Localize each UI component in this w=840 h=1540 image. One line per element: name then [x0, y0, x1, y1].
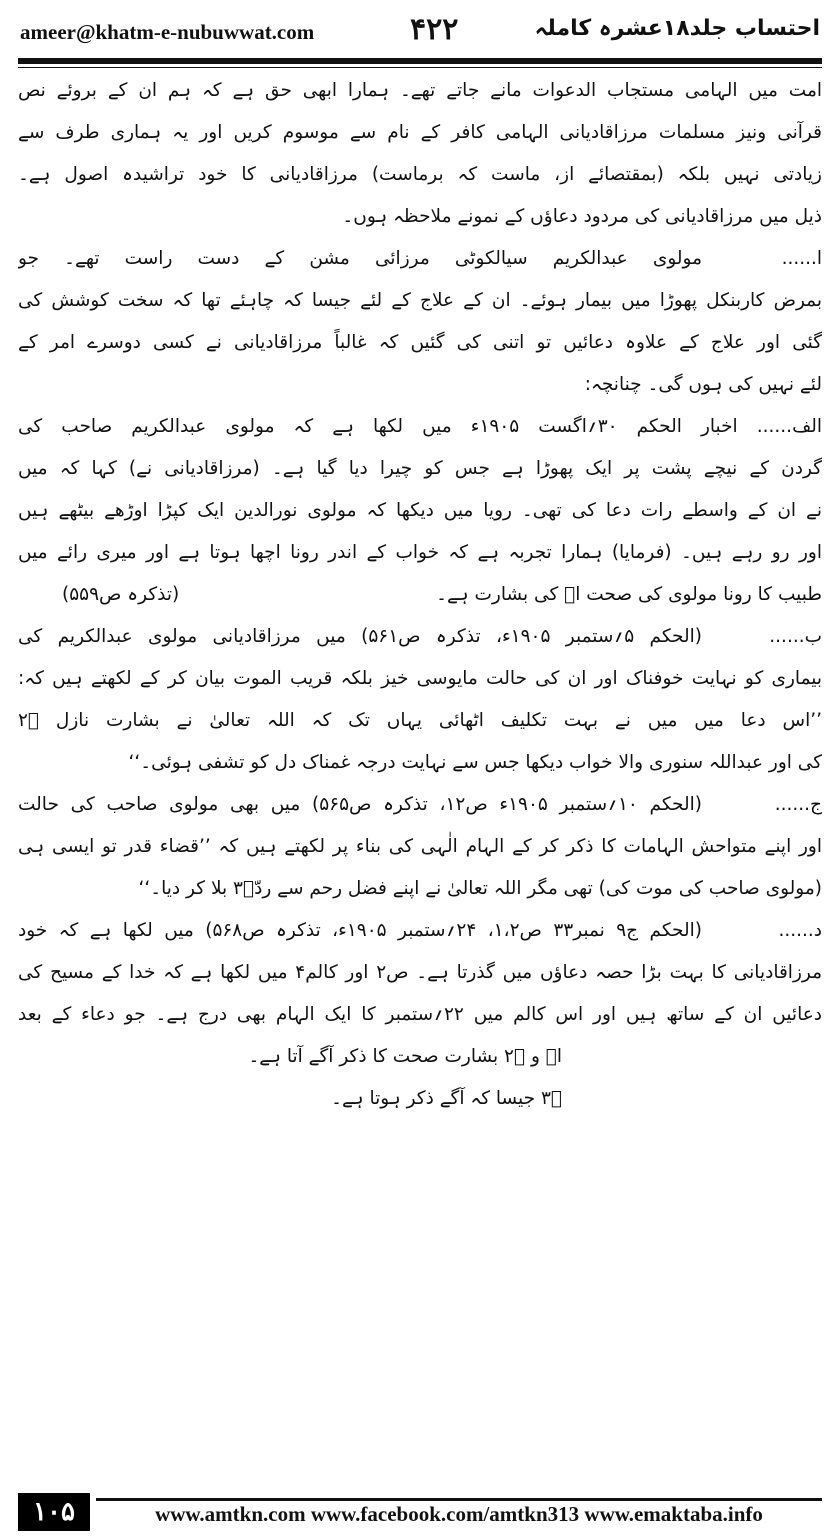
body-line: گردن کے نیچے پشت پر ایک پھوڑا ہے جس کو چیرا دیا گیا ہے۔ (مرزاقادیانی نے) کہا کہ میں	[18, 458, 822, 479]
header-page-number: ۴۲۲	[410, 12, 459, 47]
item-marker: ج......	[774, 794, 822, 815]
body-line: قرآنی ونیز مسلمات مرزاقادیانی الہامی کافر کے نام سے موسوم کریں اور یہ ہماری طرف سے	[18, 122, 822, 143]
body-line: بمرض کاربنکل پھوڑا میں بیمار ہوئے۔ ان کے علاج کے لئے جیسا کہ چاہئے تھا کہ سخت کوشش کی	[18, 290, 822, 311]
body-line: (مولوی صاحب کی موت کی) تھی مگر اللہ تعالیٰ نے اپنے فضل رحم سے ردّ۳ؔ بلا کر دیا۔‘‘	[138, 878, 822, 899]
body-line-item-d	[18, 910, 822, 952]
body-line: ذیل میں مرزاقادیانی کی مردود دعاؤں کے نمونے ملاحظہ ہوں۔	[342, 206, 822, 227]
body-line-text: اخبار الحکم ۳۰؍اگست ۱۹۰۵ء میں لکھا ہے کہ مولوی عبدالکریم صاحب کی	[18, 416, 738, 437]
body-line-item-1	[18, 238, 822, 280]
header-rule-thin	[18, 67, 822, 68]
footer-links: www.amtkn.com www.facebook.com/amtkn313 www.emaktaba.info	[155, 1502, 763, 1526]
quote-line: ’’اس دعا میں میں نے بہت تکلیف اٹھائی یہاں تک کہ اللہ تعالیٰ نے بشارت نازل ۲ؔ	[18, 710, 822, 731]
page-body	[18, 70, 822, 1120]
body-line-with-ref	[18, 574, 822, 616]
body-line: اور اپنے متواحش الہامات کا ذکر کر کے الہام الٰہی کی بناء پر لکھتے ہیں کہ ’’قضاء قدر تو ایسی ہی	[18, 836, 822, 857]
body-line-item-b	[18, 616, 822, 658]
header-book-title: احتساب جلد۱۸عشرہ کاملہ	[534, 16, 820, 41]
header-rule-thick	[18, 58, 822, 64]
body-line: دعائیں ان کے ساتھ ہیں اور اس کالم میں ۲۲؍ستمبر کا ایک الہام بھی درج ہے۔ جو دعاء کے بعد	[18, 1004, 822, 1025]
footer-page-number: ۱۰۵	[18, 1493, 90, 1531]
item-marker: د......	[778, 920, 822, 941]
body-line: لئے نہیں کی ہوں گی۔ چنانچہ:	[584, 374, 822, 395]
body-line-text: مولوی عبدالکریم سیالکوٹی مرزائی مشن کے دست راست تھے۔ جو	[18, 248, 702, 269]
body-line-text: طبیب کا رونا مولوی کی صحت اؔ کی بشارت ہے۔	[436, 584, 822, 605]
item-marker: ا......	[781, 248, 822, 269]
body-line-item-alif	[18, 406, 822, 448]
body-line-text: (الحکم ۵؍ستمبر ۱۹۰۵ء، تذکرہ ص۵۶۱) میں مرزاقادیانی مولوی عبدالکریم کی	[18, 626, 702, 647]
body-line-text: (الحکم ۱۰؍ستمبر ۱۹۰۵ء ص۱۲، تذکرہ ص۵۶۵) میں بھی مولوی صاحب کی حالت	[18, 794, 702, 815]
body-line-text: (الحکم ج۹ نمبر۳۳ ص۱،۲، ۲۴؍ستمبر ۱۹۰۵ء، تذکرہ ص۵۶۸) میں لکھا ہے کہ خود	[18, 920, 702, 941]
page-header	[18, 14, 822, 54]
footer-rule	[96, 1498, 822, 1501]
item-marker: ب......	[769, 626, 822, 647]
body-line: امت میں الہامی مستجاب الدعوات مانے جاتے تھے۔ ہمارا ابھی حق ہے کہ ہم ان کے بروئے نص	[18, 80, 822, 101]
body-line: مرزاقادیانی کا بہت بڑا حصہ دعاؤں میں گذرتا ہے۔ ص۲ اور کالم۴ میں لکھا ہے کہ خدا کے مسیح کی	[18, 962, 822, 983]
body-line: نے ان کے واسطے رات دعا کی تھی۔ رویا میں دیکھا کہ مولوی نورالدین ایک کپڑا اوڑھے بیٹھے ہیں	[18, 500, 822, 521]
footnote-line: اؔ و ۲ؔ بشارت صحت کا ذکر آگے آتا ہے۔	[248, 1046, 562, 1067]
body-line: اور رو رہے ہیں۔ (فرمایا) ہمارا تجربہ ہے کہ خواب کے اندر رونا اچھا ہوتا ہے اور میری رائے میں	[18, 542, 822, 563]
header-email: ameer@khatm-e-nubuwwat.com	[20, 20, 315, 44]
quote-line: کی اور عبداللہ سنوری والا خواب دیکھا جس سے نہایت درجہ غمناک دل کو تشفی ہوئی۔‘‘	[128, 752, 822, 773]
footnote-line: ۳ؔ جیسا کہ آگے ذکر ہوتا ہے۔	[331, 1088, 562, 1109]
body-line: بیماری کو نہایت خوفناک اور ان کی حالت مایوسی خیز بلکہ قریب الموت بیان کر کے لکھتے ہیں کہ:	[18, 668, 822, 689]
body-line: زیادتی نہیں بلکہ (بمقتصائے از، ماست کہ برماست) مرزاقادیانی کا خود تراشیدہ اصول ہے۔	[18, 164, 822, 185]
body-line: گئی اور علاج کے علاوہ دعائیں تو اتنی کی گئیں کہ غالباً مرزاقادیانی نے کسی دوسرے امر کے	[18, 332, 822, 353]
reference-tazkira-559: (تذکرہ ص۵۵۹)	[62, 584, 180, 605]
body-line-item-j	[18, 784, 822, 826]
item-marker: الف......	[756, 416, 822, 437]
